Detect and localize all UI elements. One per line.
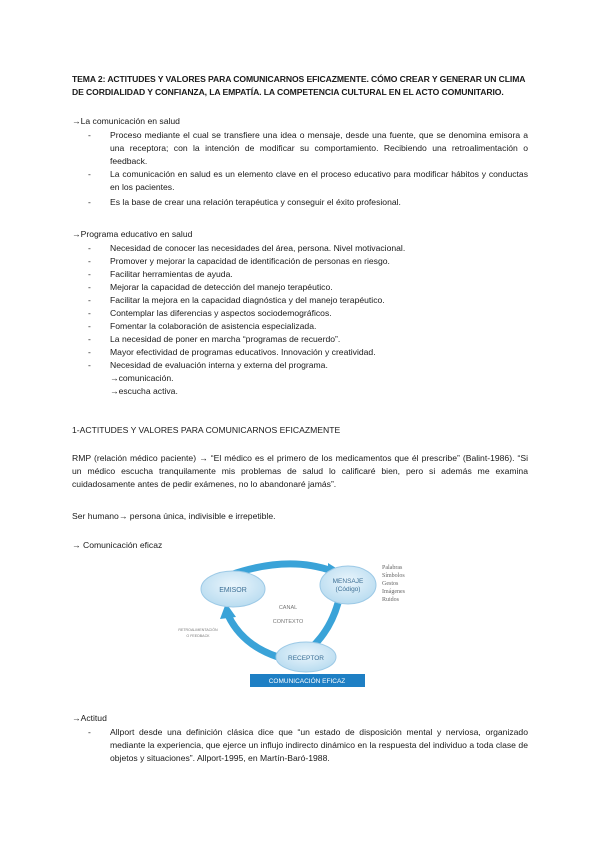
bullet-dash: - (88, 295, 91, 305)
bullet-dash: - (88, 197, 91, 207)
label-receptor: RECEPTOR (288, 655, 324, 662)
bullet-dash: - (88, 360, 91, 370)
list-item (72, 129, 528, 168)
arrow-receptor-emisor (228, 615, 278, 657)
code-ruidos: Ruidos (382, 597, 400, 603)
code-gestos: Gestos (382, 581, 399, 587)
code-simbolos: Símbolos (382, 573, 405, 579)
label-feedback-2: O FEEDBACK (186, 634, 210, 638)
bullet-dash: - (88, 243, 91, 253)
bullet-dash: - (88, 727, 91, 737)
page-title: TEMA 2: ACTITUDES Y VALORES PARA COMUNICARNOS EFICAZMENTE. CÓMO CREAR Y GENERAR UN CLIMA DE CORDIALIDAD Y CONFIANZA, LA EMPATÍA. LA COMPETENCIA CULTURAL EN EL ACTO COMUNITARIO. (72, 74, 526, 97)
list-item (72, 242, 528, 255)
label-contexto: CONTEXTO (272, 619, 304, 625)
list-item (72, 268, 528, 281)
bullet-dash: - (88, 256, 91, 266)
list-item-text: Necesidad de conocer las necesidades del área, persona. Nivel motivacional. (110, 243, 406, 253)
bullet-dash: - (88, 269, 91, 279)
label-mensaje: MENSAJE (332, 578, 364, 585)
list-item (72, 294, 528, 307)
bullet-dash: - (88, 321, 91, 331)
code-palabras: Palabras (382, 565, 403, 571)
communication-diagram (170, 553, 430, 693)
list-item-text: Contemplar las diferencias y aspectos sociodemográficos. (110, 308, 332, 318)
list-item-text: Mayor efectividad de programas educativos. Innovación y creatividad. (110, 347, 376, 357)
list-item-text: Facilitar herramientas de ayuda. (110, 269, 233, 279)
list-item (72, 307, 528, 320)
sub-item-escucha-activa: →escucha activa. (110, 386, 178, 396)
list-item (72, 333, 528, 346)
heading-actitudes-valores: 1-ACTITUDES Y VALORES PARA COMUNICARNOS EFICAZMENTE (72, 425, 341, 435)
label-codigo: (Código) (335, 586, 361, 593)
heading-actitud: →Actitud (72, 713, 107, 723)
bullet-dash: - (88, 308, 91, 318)
bullet-dash: - (88, 169, 91, 179)
node-mensaje (320, 566, 376, 604)
list-item (72, 726, 528, 765)
label-emisor: EMISOR (219, 587, 247, 594)
rmp-paragraph: RMP (relación médico paciente) → “El médico es el primero de los medicamentos que él prescribe” (Balint-1986). “Si un médico escucha tranquilamente mis problemas de salud lo calificaré bien, pero si además me examina cuidadosamente antes de pedir exámenes, no lo abandonaré jamás”. (72, 453, 528, 489)
list-item (72, 255, 528, 268)
list-item (72, 320, 528, 333)
list-item-text: La necesidad de poner en marcha “programas de recuerdo”. (110, 334, 341, 344)
list-item (72, 196, 528, 209)
list-item-text: Promover y mejorar la capacidad de identificación de personas en riesgo. (110, 256, 390, 266)
list-item-text: Allport desde una definición clásica dice que “un estado de disposición mental y nerviosa, organizado mediante la experiencia, que ejerce un influjo indirecto dinámico en la respuesta del individuo a toda clase de objetos y situaciones”. Allport-1995, en Martín-Baró-1988. (110, 727, 528, 763)
list-actitud (72, 726, 528, 765)
list-item-text: Fomentar la colaboración de asistencia especializada. (110, 321, 317, 331)
heading-comunicacion-eficaz: → Comunicación eficaz (72, 540, 163, 550)
ser-humano-line: Ser humano→ persona única, indivisible e irrepetible. (72, 511, 276, 521)
heading-programa-educativo: →Programa educativo en salud (72, 229, 193, 239)
list-item (72, 168, 528, 194)
list-item-text: Mejorar la capacidad de detección del manejo terapéutico. (110, 282, 333, 292)
list-item (72, 346, 528, 359)
list-item-text: Es la base de crear una relación terapéutica y conseguir el éxito profesional. (110, 197, 401, 207)
label-canal: CANAL (278, 605, 298, 611)
list-item-text: La comunicación en salud es un elemento clave en el proceso educativo para modificar hábitos y conductas en los pacientes. (110, 169, 528, 192)
list-item-text: Proceso mediante el cual se transfiere una idea o mensaje, desde una fuente, que se denomina emisora a una receptora; con la intención de modificar su comportamiento. Recibiendo una retroalimentación o feedback. (110, 130, 528, 166)
heading-comunicacion-salud: →La comunicación en salud (72, 116, 180, 126)
banner-label: COMUNICACIÓN EFICAZ (268, 678, 346, 685)
label-feedback-1: RETROALIMENTACIÓN (178, 628, 218, 632)
bullet-dash: - (88, 347, 91, 357)
sub-list (72, 372, 528, 398)
bullet-dash: - (88, 130, 91, 140)
code-imagenes: Imágenes (382, 589, 405, 595)
list-item (72, 281, 528, 294)
list-item-text: Necesidad de evaluación interna y externa del programa. (110, 360, 328, 370)
sub-item-comunicacion: →comunicación. (110, 373, 174, 383)
list-item (72, 359, 528, 372)
list-comunicacion-salud (72, 129, 528, 209)
bullet-dash: - (88, 334, 91, 344)
list-programa-educativo (72, 242, 528, 398)
list-item-text: Facilitar la mejora en la capacidad diagnóstica y del manejo terapéutico. (110, 295, 385, 305)
bullet-dash: - (88, 282, 91, 292)
